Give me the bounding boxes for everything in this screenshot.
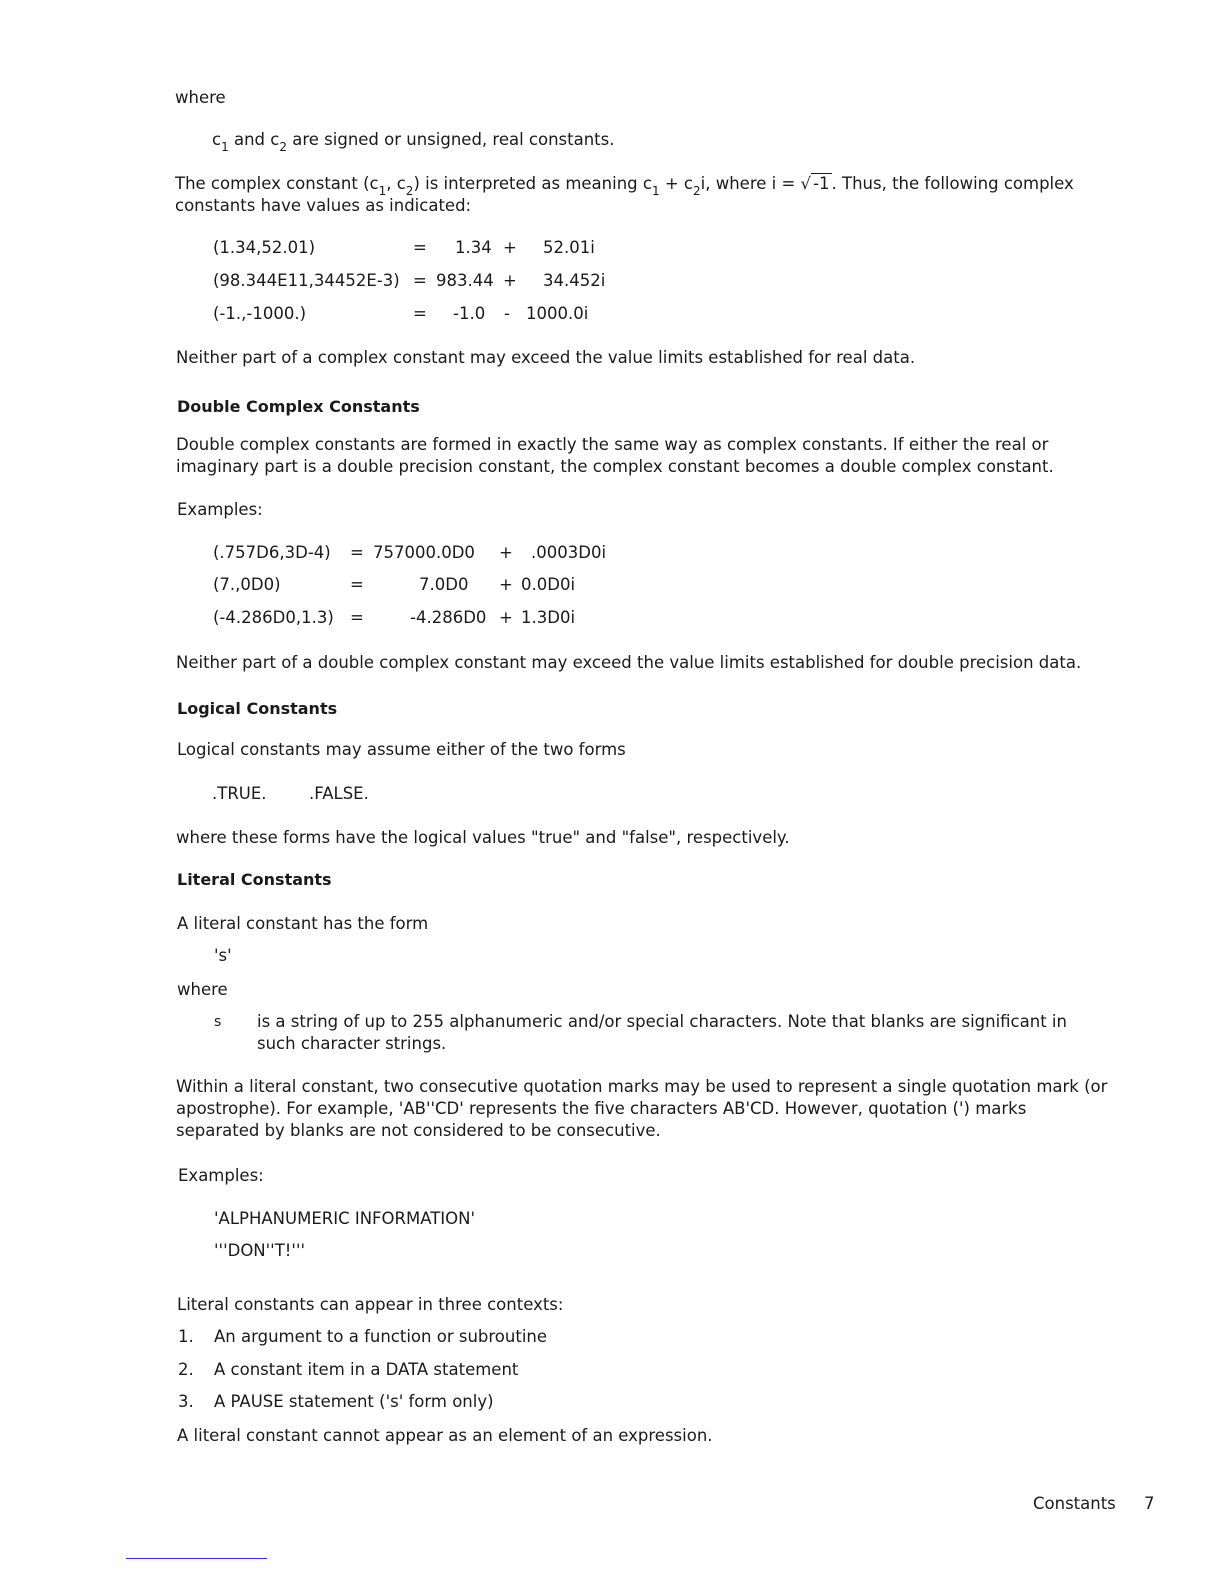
example-lhs: (-1.,-1000.) xyxy=(213,304,307,323)
example-imaginary: 34.452i xyxy=(543,271,606,290)
example-operator: + xyxy=(499,608,513,627)
example-equals: = xyxy=(413,304,427,323)
literal-contexts-intro: Literal constants can appear in three contexts: xyxy=(177,1295,564,1314)
example-lhs: (.757D6,3D-4) xyxy=(213,543,331,562)
literal-body: A literal constant has the form xyxy=(177,914,429,933)
example-lhs: (1.34,52.01) xyxy=(213,238,316,257)
example-imaginary: .0003D0i xyxy=(531,543,607,562)
interpretation-line-1: The complex constant ($c_1$, $c_2$) is interpreted as meaning $c_1 + c_2i$, where i = √ -1 . Thus, the following complex xyxy=(175,174,1074,198)
example-real: -4.286D0 xyxy=(410,608,487,627)
literal-where: where xyxy=(177,980,228,999)
footer-section-title: Constants xyxy=(1033,1494,1116,1513)
list-item: A PAUSE statement ('s' form only) xyxy=(214,1392,494,1411)
where-label: where xyxy=(175,88,226,107)
literal-heading: Literal Constants xyxy=(177,870,332,889)
literal-example: 'ALPHANUMERIC INFORMATION' xyxy=(214,1209,476,1228)
logical-note: where these forms have the logical values "true" and "false", respectively. xyxy=(176,828,790,847)
complex-limit-text: Neither part of a complex constant may exceed the value limits established for real data. xyxy=(176,348,916,367)
example-operator: + xyxy=(499,543,513,562)
example-real: -1.0 xyxy=(453,304,486,323)
example-equals: = xyxy=(413,271,427,290)
list-item: An argument to a function or subroutine xyxy=(214,1327,548,1346)
list-item-number: 3. xyxy=(178,1392,194,1411)
example-equals: = xyxy=(413,238,427,257)
sqrt-symbol: √ -1 xyxy=(800,174,830,193)
logical-true-form: .TRUE. xyxy=(212,784,267,803)
footer-rule xyxy=(126,1558,267,1559)
example-imaginary: 1.3D0i xyxy=(521,608,576,627)
example-imaginary: 52.01i xyxy=(543,238,595,257)
logical-body: Logical constants may assume either of the two forms xyxy=(177,740,626,759)
literal-form: 's' xyxy=(214,946,232,965)
example-real: 757000.0D0 xyxy=(373,543,475,562)
literal-quote-note: Within a literal constant, two consecutive quotation marks may be used to represent a single quotation mark (or apostrophe). For example, 'AB''CD' represents the five characters AB'CD. However, quotation (') marks separated by blanks are not considered to be consecutive. xyxy=(176,1077,1108,1140)
example-real: 7.0D0 xyxy=(419,575,469,594)
example-imaginary: 1000.0i xyxy=(526,304,589,323)
page-number: 7 xyxy=(1144,1494,1155,1513)
interpretation-line-2: constants have values as indicated: xyxy=(175,196,472,215)
literal-final-note: A literal constant cannot appear as an element of an expression. xyxy=(177,1426,713,1445)
example-equals: = xyxy=(350,575,364,594)
examples-label: Examples: xyxy=(177,500,263,519)
literal-s-term: s xyxy=(214,1014,222,1030)
literal-s-definition: is a string of up to 255 alphanumeric and/or special characters. Note that blanks are significant in such character strings. xyxy=(257,1012,1067,1053)
double-complex-limit: Neither part of a double complex constant may exceed the value limits established for double precision data. xyxy=(176,653,1082,672)
double-complex-heading: Double Complex Constants xyxy=(177,397,420,416)
literal-examples-label: Examples: xyxy=(178,1166,264,1185)
example-real: 1.34 xyxy=(455,238,492,257)
example-lhs: (7.,0D0) xyxy=(213,575,281,594)
example-operator: - xyxy=(504,304,510,323)
example-operator: + xyxy=(499,575,513,594)
list-item: A constant item in a DATA statement xyxy=(214,1360,519,1379)
c-definition: $c_1$ and $c_2$ are signed or unsigned, real constants. xyxy=(212,130,615,154)
example-imaginary: 0.0D0i xyxy=(521,575,576,594)
example-lhs: (-4.286D0,1.3) xyxy=(213,608,334,627)
list-item-number: 1. xyxy=(178,1327,194,1346)
example-lhs: (98.344E11,34452E-3) xyxy=(213,271,400,290)
example-operator: + xyxy=(503,271,517,290)
example-operator: + xyxy=(503,238,517,257)
example-real: 983.44 xyxy=(436,271,494,290)
logical-false-form: .FALSE. xyxy=(309,784,369,803)
logical-heading: Logical Constants xyxy=(177,699,338,718)
example-equals: = xyxy=(350,608,364,627)
example-equals: = xyxy=(350,543,364,562)
double-complex-body: Double complex constants are formed in exactly the same way as complex constants. If either the real or imaginary part is a double precision constant, the complex constant becomes a double complex constant. xyxy=(176,435,1054,476)
literal-example: '''DON''T!''' xyxy=(214,1241,306,1260)
list-item-number: 2. xyxy=(178,1360,194,1379)
